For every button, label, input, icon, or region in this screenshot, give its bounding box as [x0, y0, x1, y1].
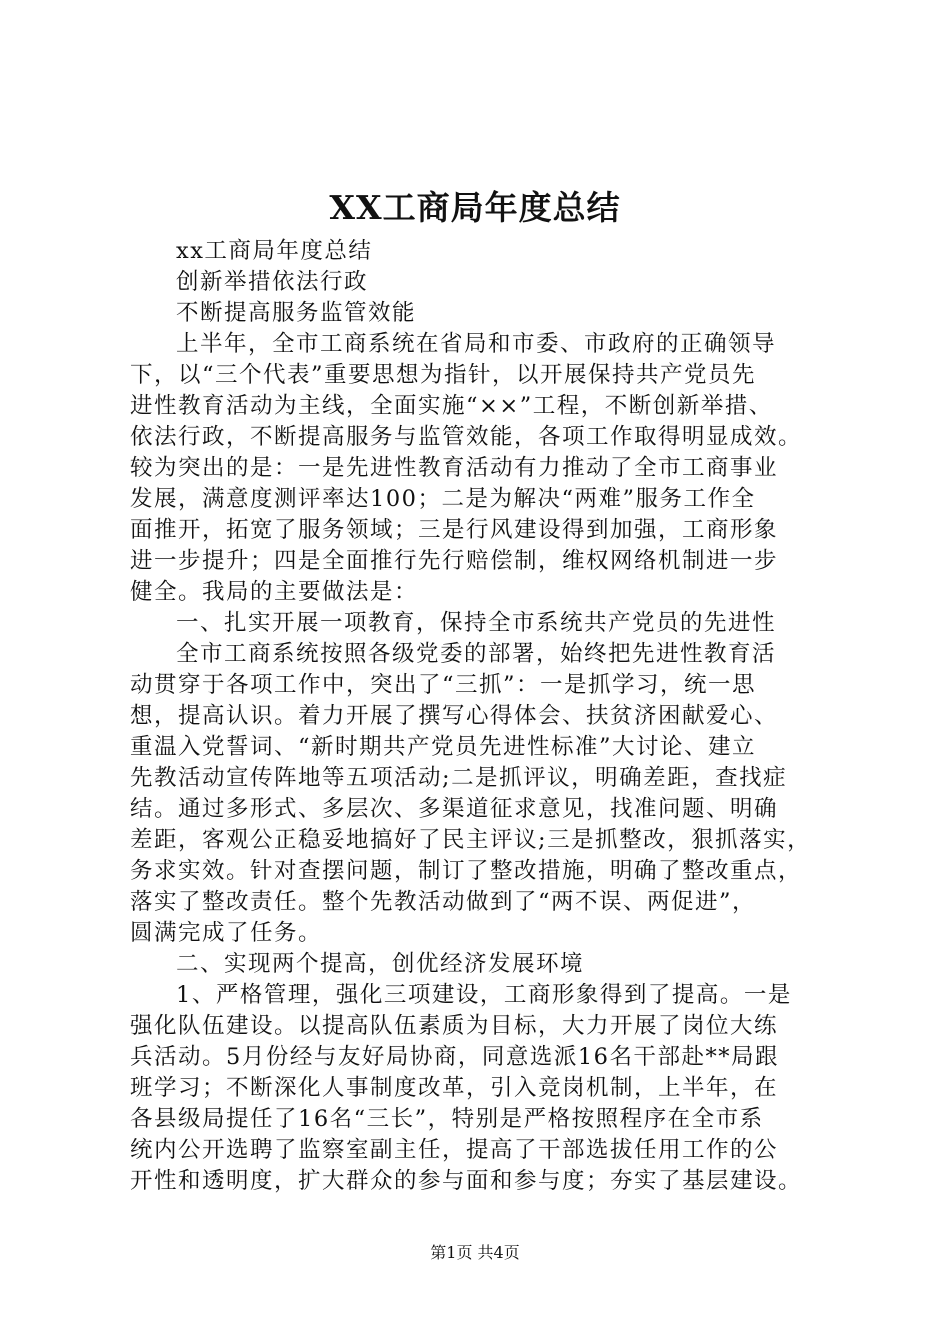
body-line: 务求实效。针对查摆问题，制订了整改措施，明确了整改重点，	[130, 858, 803, 884]
body-line: 依法行政，不断提高服务与监管效能，各项工作取得明显成效。	[130, 424, 803, 450]
body-line: 发展，满意度测评率达100；二是为解决“两难”服务工作全	[130, 486, 756, 512]
body-line: 结。通过多形式、多层次、多渠道征求意见，找准问题、明确	[130, 796, 779, 822]
body-line: 一、扎实开展一项教育，保持全市系统共产党员的先进性	[176, 610, 777, 636]
body-line: 兵活动。5月份经与友好局协商，同意选派16名干部赴**局跟	[130, 1044, 779, 1070]
body-line: 面推开，拓宽了服务领域；三是行风建设得到加强，工商形象	[130, 517, 779, 543]
body-line: 全市工商系统按照各级党委的部署，始终把先进性教育活	[176, 641, 777, 667]
body-line: 创新举措依法行政	[176, 269, 369, 295]
body-line: 强化队伍建设。以提高队伍素质为目标，大力开展了岗位大练	[130, 1013, 779, 1039]
body-line: 下，以“三个代表”重要思想为指针，以开展保持共产党员先	[130, 362, 757, 388]
body-line: 想，提高认识。着力开展了撰写心得体会、扶贫济困献爱心、	[130, 703, 779, 729]
document-body	[130, 236, 830, 1197]
body-line: 较为突出的是：一是先进性教育活动有力推动了全市工商事业	[130, 455, 779, 481]
body-line: 动贯穿于各项工作中，突出了“三抓”：一是抓学习，统一思	[130, 672, 757, 698]
body-line: 落实了整改责任。整个先教活动做到了“两不误、两促进”，	[130, 889, 757, 915]
document-title: XX工商局年度总结	[329, 188, 621, 227]
body-line: 统内公开选聘了监察室副主任，提高了干部选拔任用工作的公	[130, 1137, 779, 1163]
body-line: 进性教育活动为主线，全面实施“××”工程，不断创新举措、	[130, 393, 773, 419]
body-line: 各县级局提任了16名“三长”，特别是严格按照程序在全市系	[130, 1106, 764, 1132]
body-line: 重温入党誓词、“新时期共产党员先进性标准”大讨论、建立	[130, 734, 757, 760]
body-line: 二、实现两个提高，创优经济发展环境	[176, 951, 585, 977]
body-line: 进一步提升；四是全面推行先行赔偿制，维权网络机制进一步	[130, 548, 779, 574]
body-line: 健全。我局的主要做法是：	[130, 579, 419, 605]
body-line: 开性和透明度，扩大群众的参与面和参与度；夯实了基层建设。	[130, 1168, 803, 1194]
page-footer: 第1页 共4页	[430, 1243, 520, 1262]
body-line: xx工商局年度总结	[176, 238, 373, 264]
body-line: 班学习；不断深化人事制度改革，引入竞岗机制，上半年，在	[130, 1075, 779, 1101]
body-line: 不断提高服务监管效能	[176, 300, 417, 326]
body-line: 圆满完成了任务。	[130, 920, 323, 946]
body-line: 1、严格管理，强化三项建设，工商形象得到了提高。一是	[176, 982, 792, 1008]
body-line: 先教活动宣传阵地等五项活动;二是抓评议，明确差距，查找症	[130, 765, 788, 791]
body-line: 差距，客观公正稳妥地搞好了民主评议;三是抓整改，狠抓落实，	[130, 827, 812, 853]
body-line: 上半年，全市工商系统在省局和市委、市政府的正确领导	[176, 331, 777, 357]
